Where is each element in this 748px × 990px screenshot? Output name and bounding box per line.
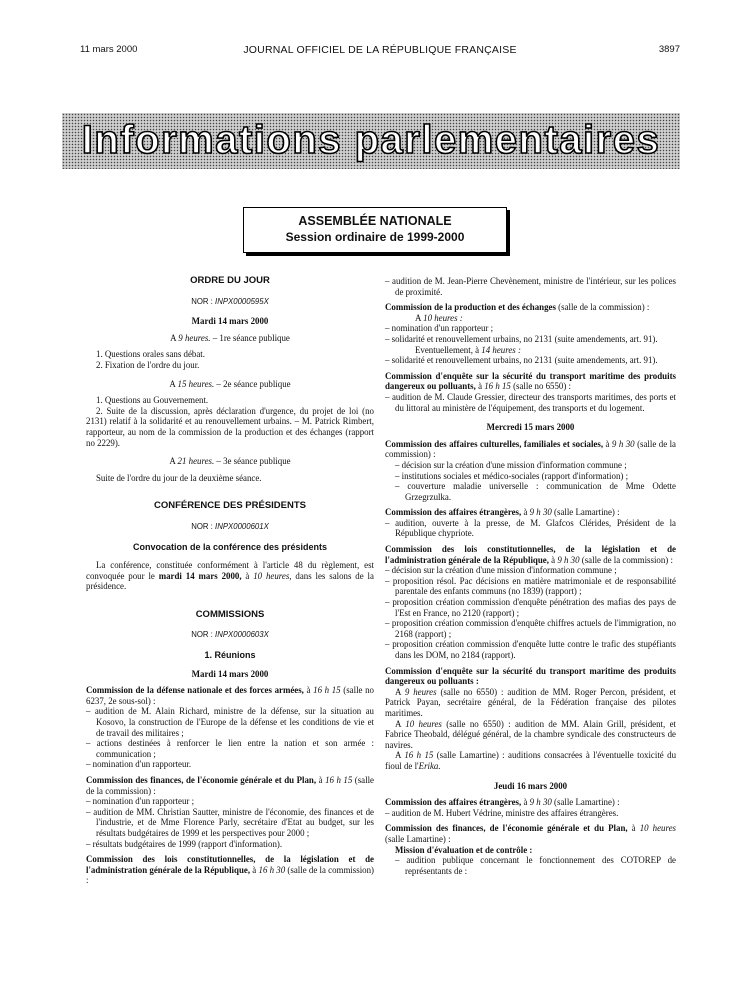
seance-1-item: 1. Questions orales sans débat. bbox=[96, 349, 205, 360]
commission-lois-2: Commission des lois constitutionnelles, de la législation et de l'administration générale de la République, à 9 h 30 (salle de la commission) : bbox=[385, 544, 676, 565]
culturelles-item: – institutions sociales et médico-sociales (rapport d'information) ; bbox=[395, 470, 629, 481]
conference-nor: NOR : INPX0000601X bbox=[191, 521, 269, 531]
running-header bbox=[80, 44, 680, 58]
enquete2-paragraph: A 10 heures (salle no 6550) : audition de MM. Alain Grill, président, et Fabrice Theobald, délégué général, de la chambre syndicale des constructeurs de navires. bbox=[385, 718, 676, 750]
commission-enquete-2: Commission d'enquête sur la sécurité du transport maritime des produits dangereux ou polluants : bbox=[385, 665, 676, 687]
right-column bbox=[385, 276, 676, 876]
reunions-heading: 1. Réunions bbox=[204, 650, 256, 661]
production-item: – solidarité et renouvellement urbains, no 2131 (suite amendements, art. 91). bbox=[385, 333, 658, 344]
commission-enquete: Commission d'enquête sur la sécurité du transport maritime des produits dangereux ou polluants, à 16 h 15 (salle no 6550) : bbox=[385, 370, 676, 392]
finances-item: – audition de MM. Christian Sautter, ministre de l'économie, des finances et de l'industrie, et de Mme Florence Parly, secrétaire d'Etat au budget, sur les résultats budgétaires de 1999 et les perspectives pour 2000 ; bbox=[86, 806, 374, 838]
section-banner bbox=[62, 113, 680, 169]
culturelles-item: – couverture maladie universelle : communication de Mme Odette Grzegrzulka. bbox=[395, 481, 676, 502]
production-item: – solidarité et renouvellement urbains, no 2131 (suite amendements, art. 91). bbox=[385, 355, 658, 366]
etrangeres-item: – audition, ouverte à la presse, de M. Glafcos Clérides, Président de la République chypriote. bbox=[385, 517, 676, 539]
reunions-date: Mardi 14 mars 2000 bbox=[191, 668, 269, 679]
lois2-item: – proposition création commission d'enquête chiffres actuels de l'immigration, no 2168 (rapport) ; bbox=[385, 618, 676, 639]
thursday-date: Jeudi 16 mars 2000 bbox=[493, 780, 568, 791]
enquete-item: – audition de M. Claude Gressier, directeur des transports maritimes, des ports et du littoral au ministère de l'équipement, des transports et du logement. bbox=[385, 391, 676, 413]
commission-lois: Commission des lois constitutionnelles, de la législation et de l'administration générale de la République, à 16 h 30 (salle de la commission) : bbox=[86, 854, 375, 886]
conference-heading: CONFÉRENCE DES PRÉSIDENTS bbox=[153, 500, 307, 512]
ordre-du-jour-heading: ORDRE DU JOUR bbox=[190, 275, 270, 286]
finances-item: – nomination d'un rapporteur ; bbox=[86, 796, 195, 807]
commission-defense: Commission de la défense nationale et des forces armées, à 16 h 15 (salle no 6237, 2e sous-sol) : bbox=[86, 685, 374, 706]
banner-title: Informations parlementaires bbox=[81, 118, 661, 162]
commission-finances-2: Commission des finances, de l'économie générale et du Plan, à 10 heures (salle Lamartine) : bbox=[385, 823, 676, 844]
commission-etrangeres: Commission des affaires étrangères, à 9 h 30 (salle Lamartine) : bbox=[385, 507, 620, 518]
lois2-item: – proposition création commission d'enquête lutte contre le trafic des stupéfiants dans les DOM, no 2184 (rapport). bbox=[385, 639, 676, 660]
enquete2-paragraph: A 16 h 15 (salle Lamartine) : auditions consacrées à l'éventuelle toxicité du fioul de l'Erika. bbox=[385, 750, 677, 771]
mission-item: – audition publique concernant le fonctionnement des COTOREP de représentants de : bbox=[395, 855, 676, 876]
commission-finances: Commission des finances, de l'économie générale et du Plan, à 16 h 15 (salle de la commission) : bbox=[86, 775, 374, 796]
assembly-title-box bbox=[243, 207, 507, 253]
mission-heading: Mission d'évaluation et de contrôle : bbox=[395, 844, 533, 855]
defense-item: – actions destinées à renforcer le lien entre la nation et son armée : communication ; bbox=[86, 738, 374, 759]
seance-1: A 9 heures. – 1re séance publique bbox=[170, 332, 290, 343]
seance-3-item: Suite de l'ordre du jour de la deuxième séance. bbox=[96, 472, 262, 483]
convocation-text: La conférence, constituée conformément à l'article 48 du règlement, est convoquée pour le mardi 14 mars 2000, à 10 heures, dans les salons de la présidence. bbox=[86, 560, 374, 592]
production-time: A 10 heures : bbox=[415, 312, 463, 323]
commissions-nor: NOR : INPX0000603X bbox=[191, 630, 269, 640]
defense-item: – nomination d'un rapporteur. bbox=[86, 759, 192, 770]
seance-3: A 21 heures. – 3e séance publique bbox=[169, 456, 291, 467]
etrangeres2-item: – audition de M. Hubert Védrine, ministre des affaires étrangères. bbox=[385, 807, 619, 818]
seance-2-item: 1. Questions au Gouvernement. bbox=[96, 395, 209, 406]
header-page-number: 3897 bbox=[658, 44, 680, 55]
ordre-nor: NOR : INPX0000595X bbox=[191, 296, 269, 306]
assembly-title: ASSEMBLÉE NATIONALE bbox=[298, 214, 452, 228]
defense-item: – audition de M. Alain Richard, ministre de la défense, sur la situation au Kosovo, la construction de l'Europe de la défense et les conditions de vie et de travail des militaires ; bbox=[86, 706, 374, 738]
production-item: – nomination d'un rapporteur ; bbox=[385, 323, 494, 334]
convocation-heading: Convocation de la conférence des présidents bbox=[132, 541, 328, 552]
production-eventual: Eventuellement, à 14 heures : bbox=[415, 344, 521, 355]
seance-1-item: 2. Fixation de l'ordre du jour. bbox=[96, 359, 200, 370]
commission-production: Commission de la production et des échanges (salle de la commission) : bbox=[385, 302, 650, 313]
header-date: 11 mars 2000 bbox=[80, 44, 138, 55]
lois2-item: – décision sur la création d'une mission d'information commune ; bbox=[385, 565, 617, 576]
commission-culturelles: Commission des affaires culturelles, familiales et sociales, à 9 h 30 (salle de la commission) : bbox=[385, 438, 676, 460]
lois2-item: – proposition création commission d'enquête pénétration des mafias des pays de l'Est en France, no 2120 (rapport) ; bbox=[385, 597, 676, 618]
left-column bbox=[86, 276, 374, 886]
seance-2: A 15 heures. – 2e séance publique bbox=[169, 378, 291, 389]
header-journal: JOURNAL OFFICIEL DE LA RÉPUBLIQUE FRANÇAISE bbox=[243, 44, 517, 56]
commissions-heading: COMMISSIONS bbox=[195, 608, 265, 620]
session-title: Session ordinaire de 1999-2000 bbox=[285, 230, 465, 244]
culturelles-item: – décision sur la création d'une mission d'information commune ; bbox=[395, 459, 627, 470]
seance-2-item: 2. Suite de la discussion, après déclaration d'urgence, du projet de loi (no 2131) relatif à la solidarité et au renouvellement urbains. – M. Patrick Rimbert, rapporteur, au nom de la commission de la production et des échanges (rapport no 2229). bbox=[86, 405, 374, 448]
enquete2-paragraph: A 9 heures (salle no 6550) : audition de MM. Roger Percon, président, et Patrick Payan, secrétaire général, de la Fédération française des pilotes maritimes. bbox=[385, 686, 677, 718]
lois-item: – audition de M. Jean-Pierre Chevènement, ministre de l'intérieur, sur les polices de proximité. bbox=[385, 276, 676, 297]
wednesday-date: Mercredi 15 mars 2000 bbox=[486, 422, 575, 433]
ordre-date: Mardi 14 mars 2000 bbox=[191, 316, 269, 327]
finances-item: – résultats budgétaires de 1999 (rapport d'information). bbox=[86, 838, 283, 849]
commission-etrangeres-2: Commission des affaires étrangères, à 9 h 30 (salle Lamartine) : bbox=[385, 797, 620, 808]
lois2-item: – proposition résol. Pac décisions en matière matrimoniale et de responsabilité parentale des enfants communs (no 1839) (rapport) ; bbox=[385, 575, 676, 597]
